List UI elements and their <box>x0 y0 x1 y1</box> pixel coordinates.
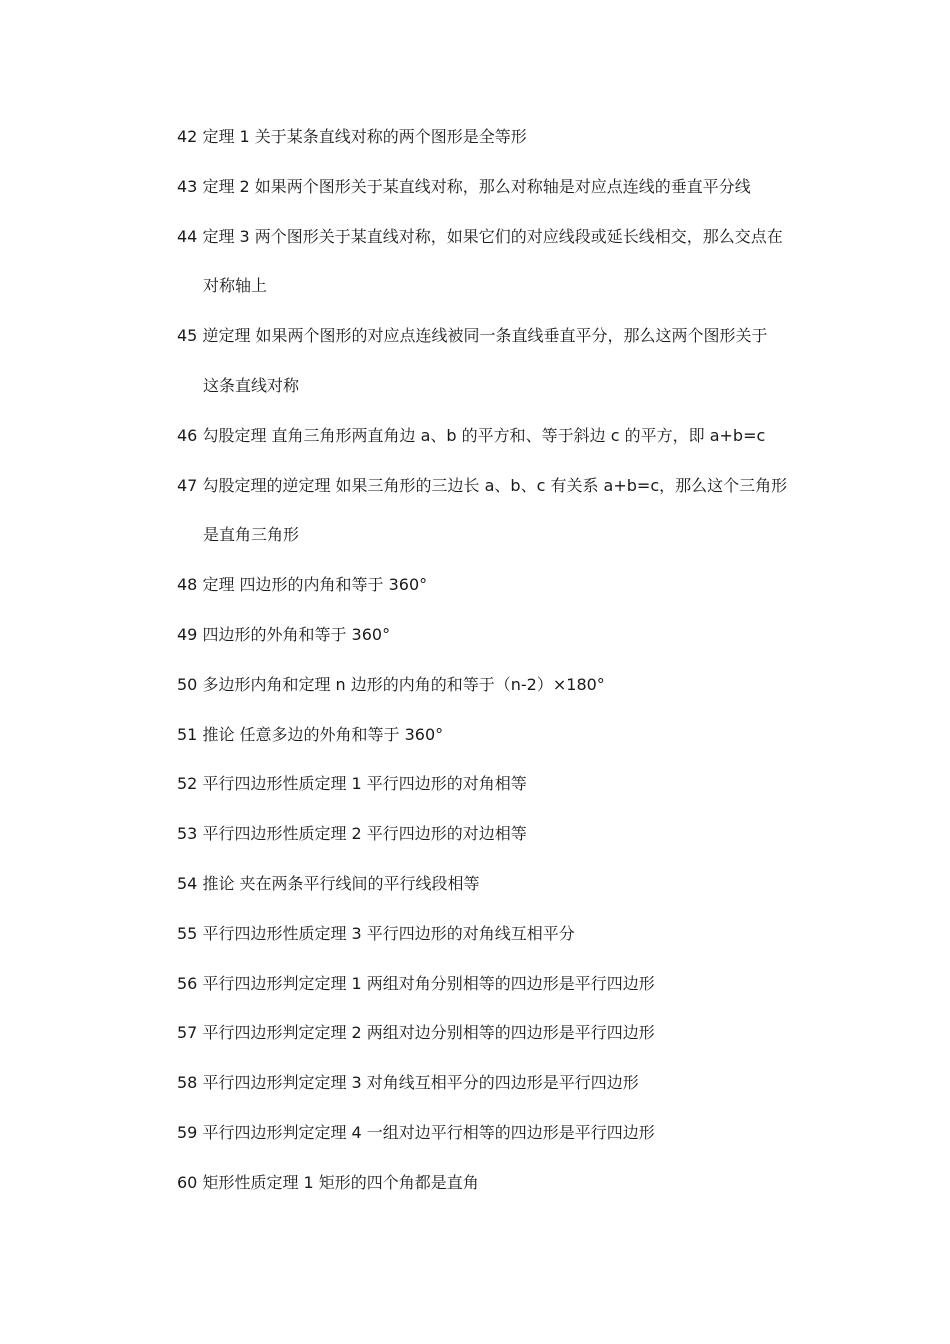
theorem-line: 48 定理 四边形的内角和等于 360° <box>177 575 428 595</box>
theorem-line: 46 勾股定理 直角三角形两直角边 a、b 的平方和、等于斜边 c 的平方，即 a+b=c <box>177 425 766 445</box>
theorem-line: 52 平行四边形性质定理 1 平行四边形的对角相等 <box>177 774 527 794</box>
theorem-line: 56 平行四边形判定定理 1 两组对角分别相等的四边形是平行四边形 <box>177 973 655 993</box>
theorem-line: 44 定理 3 两个图形关于某直线对称，如果它们的对应线段或延长线相交，那么交点在 <box>177 226 783 246</box>
theorem-line: 54 推论 夹在两条平行线间的平行线段相等 <box>177 873 480 893</box>
theorem-line: 47 勾股定理的逆定理 如果三角形的三边长 a、b、c 有关系 a+b=c，那么这个三角形 <box>177 475 788 495</box>
theorem-line: 50 多边形内角和定理 n 边形的内角的和等于（n-2）×180° <box>177 674 605 694</box>
theorem-line-continuation: 这条直线对称 <box>203 375 300 395</box>
theorem-line: 60 矩形性质定理 1 矩形的四个角都是直角 <box>177 1172 479 1192</box>
theorem-line: 55 平行四边形性质定理 3 平行四边形的对角线互相平分 <box>177 923 575 943</box>
theorem-line: 53 平行四边形性质定理 2 平行四边形的对边相等 <box>177 824 527 844</box>
theorem-line: 42 定理 1 关于某条直线对称的两个图形是全等形 <box>177 127 527 146</box>
theorem-line: 43 定理 2 如果两个图形关于某直线对称，那么对称轴是对应点连线的垂直平分线 <box>177 176 751 196</box>
theorem-line: 59 平行四边形判定定理 4 一组对边平行相等的四边形是平行四边形 <box>177 1122 655 1142</box>
theorem-list <box>177 126 837 1222</box>
theorem-line: 45 逆定理 如果两个图形的对应点连线被同一条直线垂直平分，那么这两个图形关于 <box>177 326 768 346</box>
theorem-line: 49 四边形的外角和等于 360° <box>177 624 391 644</box>
theorem-line-continuation: 对称轴上 <box>203 276 268 296</box>
theorem-line: 51 推论 任意多边的外角和等于 360° <box>177 724 444 744</box>
theorem-line-continuation: 是直角三角形 <box>203 525 300 545</box>
theorem-line: 57 平行四边形判定定理 2 两组对边分别相等的四边形是平行四边形 <box>177 1023 655 1043</box>
theorem-line: 58 平行四边形判定定理 3 对角线互相平分的四边形是平行四边形 <box>177 1073 639 1093</box>
